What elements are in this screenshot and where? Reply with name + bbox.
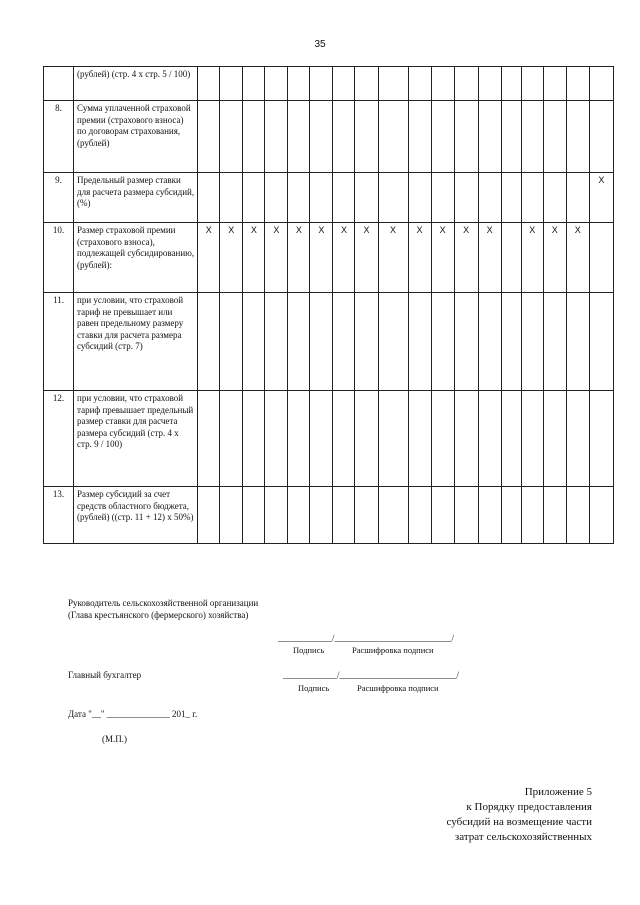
- accountant-caption-signature: Подпись: [298, 683, 330, 693]
- table-cell: [431, 293, 454, 391]
- table-cell: [220, 391, 243, 487]
- table-cell: [543, 173, 566, 223]
- table-cell: [288, 173, 310, 223]
- table-cell: [431, 67, 454, 101]
- subsidy-calculation-table: [43, 66, 614, 544]
- table-cell: [478, 391, 501, 487]
- table-cell: [521, 101, 543, 173]
- table-cell: [521, 293, 543, 391]
- table-row: [44, 391, 614, 487]
- appendix-line-3: субсидий на возмещение части: [446, 816, 592, 828]
- table-row: [44, 173, 614, 223]
- table-cell: [310, 173, 333, 223]
- table-cell: [310, 487, 333, 544]
- table-cell: [378, 391, 408, 487]
- table-cell: [378, 67, 408, 101]
- table-cell: [431, 391, 454, 487]
- table-cell: [243, 67, 265, 101]
- table-cell: [408, 487, 431, 544]
- table-cell: [355, 293, 378, 391]
- table-cell: [378, 173, 408, 223]
- table-cell: [501, 173, 521, 223]
- table-cell: X: [454, 223, 478, 293]
- row-number: 10.: [44, 223, 74, 293]
- table-cell: [566, 391, 589, 487]
- table-cell: [521, 67, 543, 101]
- table-cell: [220, 293, 243, 391]
- table-cell: [454, 173, 478, 223]
- table-cell: [265, 391, 288, 487]
- row-label: Размер страховой премии (страхового взноса), подлежащей субсидированию, (рублей):: [74, 223, 198, 293]
- table-cell: [521, 391, 543, 487]
- table-cell: [454, 487, 478, 544]
- table-cell: X: [333, 223, 355, 293]
- table-cell: [566, 173, 589, 223]
- table-cell: [333, 391, 355, 487]
- row-number: [44, 67, 74, 101]
- date-line: Дата "__" ______________ 201_ г.: [68, 709, 198, 719]
- table-cell: [408, 101, 431, 173]
- table-cell: [288, 67, 310, 101]
- table-row: [44, 293, 614, 391]
- table-cell: [220, 101, 243, 173]
- table-cell: [566, 293, 589, 391]
- table-cell: [243, 173, 265, 223]
- table-cell: [543, 487, 566, 544]
- table-cell: [478, 173, 501, 223]
- table-cell: [310, 293, 333, 391]
- table-cell: [333, 293, 355, 391]
- table-cell: [288, 101, 310, 173]
- table-cell: [589, 101, 613, 173]
- table-cell: X: [265, 223, 288, 293]
- table-cell: [220, 173, 243, 223]
- table-cell: [355, 173, 378, 223]
- accountant-label: Главный бухгалтер: [68, 670, 142, 680]
- table-row: [44, 101, 614, 173]
- appendix-header: [447, 785, 593, 845]
- table-cell: [288, 487, 310, 544]
- row-number: 12.: [44, 391, 74, 487]
- appendix-line-4: затрат сельскохозяйственных: [454, 831, 592, 843]
- table-cell: [333, 487, 355, 544]
- table-cell: X: [378, 223, 408, 293]
- accountant-caption-decoding: Расшифровка подписи: [357, 683, 439, 693]
- table-cell: [355, 487, 378, 544]
- table-cell: [454, 67, 478, 101]
- table-cell: [220, 487, 243, 544]
- table-cell: [355, 391, 378, 487]
- table-cell: [543, 293, 566, 391]
- table-cell: [265, 293, 288, 391]
- row-label: Предельный размер ставки для расчета размера субсидий, (%): [74, 173, 198, 223]
- table-cell: [408, 391, 431, 487]
- row-number: 8.: [44, 101, 74, 173]
- head-caption-signature: Подпись: [293, 645, 325, 655]
- table-cell: X: [543, 223, 566, 293]
- table-cell: [501, 223, 521, 293]
- table-cell: [243, 101, 265, 173]
- table-cell: [478, 293, 501, 391]
- table-cell: X: [431, 223, 454, 293]
- table-cell: [198, 293, 220, 391]
- table-cell: [454, 391, 478, 487]
- row-label: (рублей) (стр. 4 x стр. 5 / 100): [74, 67, 198, 101]
- table-cell: [543, 391, 566, 487]
- table-cell: X: [243, 223, 265, 293]
- table-cell: [478, 101, 501, 173]
- table-cell: [355, 67, 378, 101]
- table-cell: [431, 173, 454, 223]
- page-number: 35: [314, 39, 326, 50]
- table-cell: X: [198, 223, 220, 293]
- table-cell: [521, 487, 543, 544]
- row-label: Размер субсидий за счет средств областного бюджета, (рублей) ((стр. 11 + 12) x 50%): [74, 487, 198, 544]
- table-cell: [310, 101, 333, 173]
- table-cell: X: [355, 223, 378, 293]
- head-caption-decoding: Расшифровка подписи: [352, 645, 434, 655]
- table-cell: X: [589, 173, 613, 223]
- table-cell: X: [220, 223, 243, 293]
- row-number: 13.: [44, 487, 74, 544]
- table-cell: [543, 67, 566, 101]
- table-cell: [243, 293, 265, 391]
- table-cell: [566, 67, 589, 101]
- table-cell: [543, 101, 566, 173]
- table-cell: [589, 223, 613, 293]
- table-cell: [501, 391, 521, 487]
- table-cell: [378, 487, 408, 544]
- table-cell: [501, 101, 521, 173]
- table-cell: [478, 67, 501, 101]
- appendix-line-1: Приложение 5: [524, 786, 592, 798]
- table-cell: [566, 487, 589, 544]
- table-cell: [288, 293, 310, 391]
- table-row: [44, 67, 614, 101]
- table-cell: [589, 293, 613, 391]
- row-label: Сумма уплаченной страховой премии (страхового взноса) по договорам страхования, (рублей): [74, 101, 198, 173]
- table-cell: [198, 173, 220, 223]
- table-cell: [243, 487, 265, 544]
- table-cell: X: [310, 223, 333, 293]
- table-cell: [501, 293, 521, 391]
- table-cell: X: [566, 223, 589, 293]
- table-cell: [265, 173, 288, 223]
- stamp-placeholder: (М.П.): [102, 734, 127, 744]
- table-cell: [198, 391, 220, 487]
- table-cell: [378, 101, 408, 173]
- table-row: [44, 487, 614, 544]
- table-cell: [501, 487, 521, 544]
- table-cell: X: [478, 223, 501, 293]
- row-label: при условии, что страховой тариф не превышает или равен предельному размеру ставки для расчета размера субсидий (стр. 7): [74, 293, 198, 391]
- table-cell: [265, 487, 288, 544]
- table-cell: [265, 101, 288, 173]
- table-cell: [198, 487, 220, 544]
- table-cell: [478, 487, 501, 544]
- table-cell: [521, 173, 543, 223]
- table-cell: [589, 487, 613, 544]
- table-row: [44, 223, 614, 293]
- table-cell: [566, 101, 589, 173]
- head-signature-line: ____________/__________________________/: [278, 633, 455, 643]
- table-cell: [220, 67, 243, 101]
- table-cell: [265, 67, 288, 101]
- row-number: 11.: [44, 293, 74, 391]
- table-cell: [431, 101, 454, 173]
- table-cell: X: [288, 223, 310, 293]
- table-cell: [378, 293, 408, 391]
- table-cell: [408, 67, 431, 101]
- head-signature-label: Руководитель сельскохозяйственной организации (Глава крестьянского (фермерского) хозяйства): [68, 598, 259, 620]
- table-cell: [288, 391, 310, 487]
- table-cell: [589, 391, 613, 487]
- table-cell: [333, 101, 355, 173]
- table-cell: [333, 173, 355, 223]
- table-cell: [501, 67, 521, 101]
- table-cell: [198, 101, 220, 173]
- table-cell: [431, 487, 454, 544]
- table-cell: [310, 67, 333, 101]
- table-cell: [198, 67, 220, 101]
- table-cell: [454, 293, 478, 391]
- table-cell: [408, 293, 431, 391]
- table-cell: [310, 391, 333, 487]
- row-label: при условии, что страховой тариф превышает предельный размер ставки для расчета размера субсидий (стр. 4 x стр. 9 / 100): [74, 391, 198, 487]
- table-cell: [589, 67, 613, 101]
- table-cell: [355, 101, 378, 173]
- table-cell: [333, 67, 355, 101]
- table-cell: X: [521, 223, 543, 293]
- table-cell: [243, 391, 265, 487]
- appendix-line-2: к Порядку предоставления: [466, 801, 592, 813]
- table-cell: [454, 101, 478, 173]
- table-cell: [408, 173, 431, 223]
- accountant-signature-line: ____________/__________________________/: [283, 670, 460, 680]
- table-cell: X: [408, 223, 431, 293]
- row-number: 9.: [44, 173, 74, 223]
